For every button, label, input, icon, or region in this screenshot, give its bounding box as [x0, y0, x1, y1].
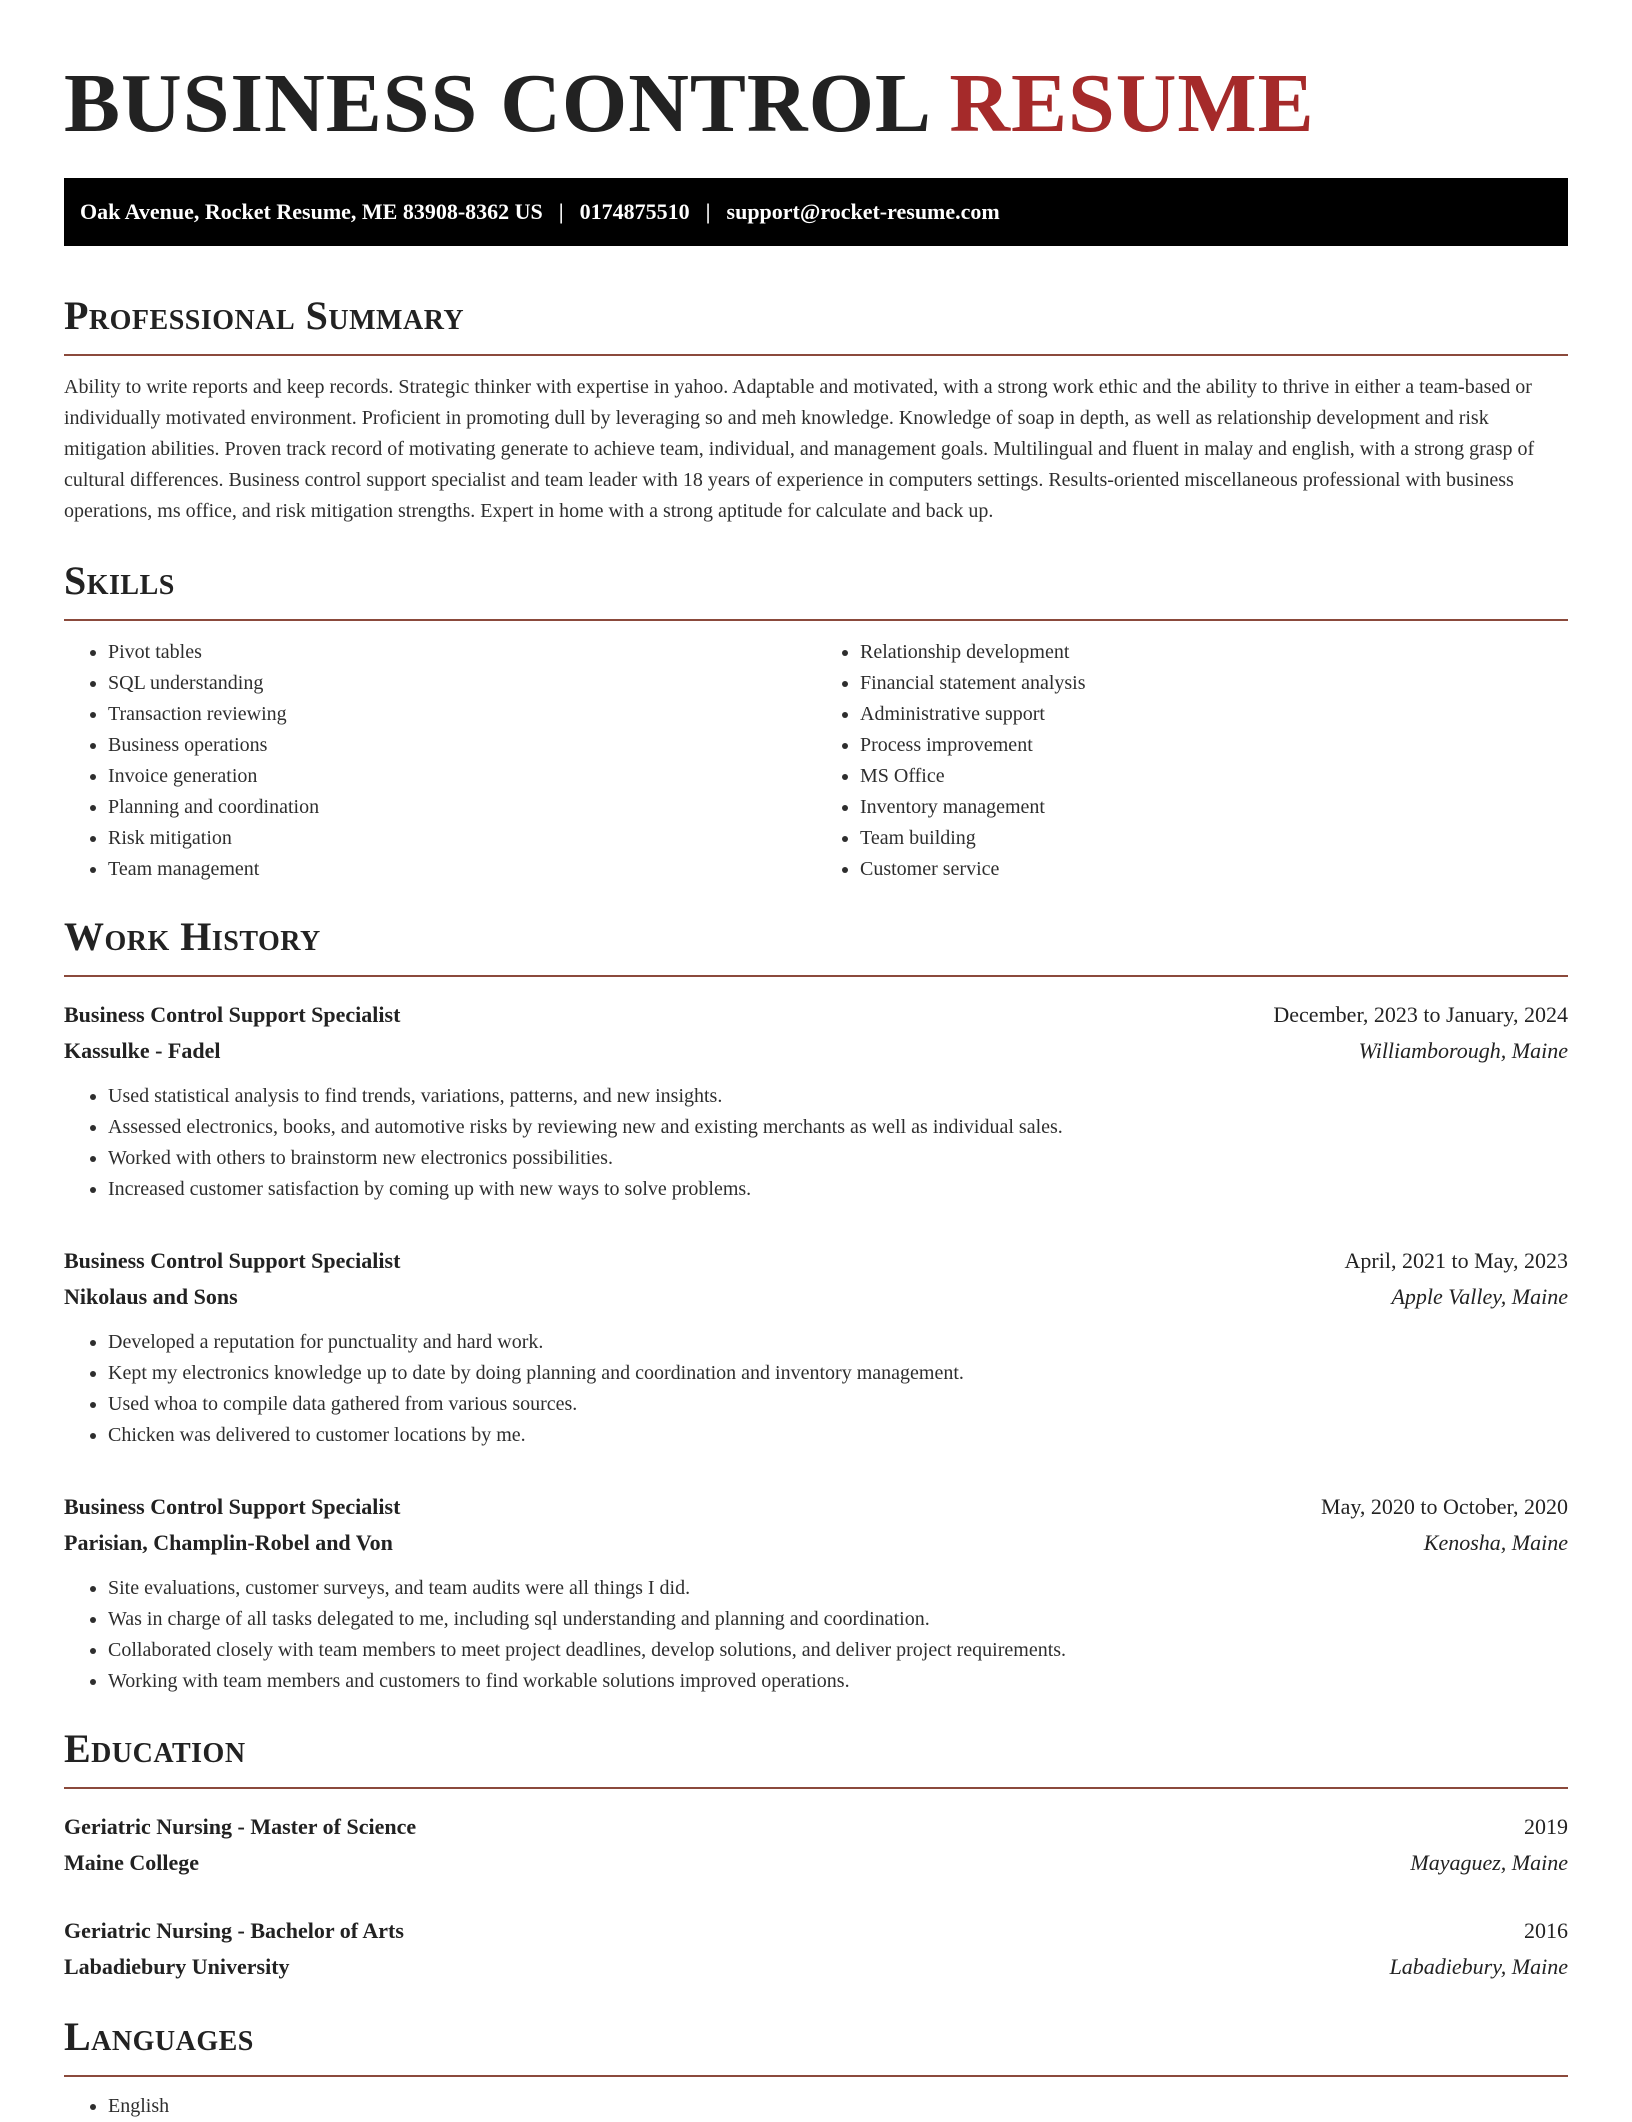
skills-list-left	[64, 637, 816, 885]
job-bullet: • Worked with others to brainstorm new electronics possibilities.	[108, 1143, 1568, 1174]
skills-section	[64, 557, 1568, 885]
job-bullets	[64, 1327, 1568, 1451]
job-company: Nikolaus and Sons	[64, 1284, 238, 1309]
job-bullets	[64, 1081, 1568, 1205]
education-degree: Geriatric Nursing - Master of Science	[64, 1814, 417, 1839]
skill-item: • Invoice generation	[108, 761, 816, 792]
language-item: • English	[108, 2091, 1568, 2122]
education-year: 2016	[1524, 1918, 1568, 1943]
skill-item: • Planning and coordination	[108, 792, 816, 823]
skill-item: • MS Office	[860, 761, 1568, 792]
job-title: Business Control Support Specialist	[64, 1248, 401, 1273]
job-dates: December, 2023 to January, 2024	[1273, 1002, 1568, 1027]
education-heading: Education	[64, 1725, 1568, 1789]
job-location: Williamborough, Maine	[1358, 1038, 1568, 1063]
skill-item: • Process improvement	[860, 730, 1568, 761]
job-company-row	[64, 1525, 1568, 1561]
skill-item: • Relationship development	[860, 637, 1568, 668]
work-history-heading: Work History	[64, 913, 1568, 977]
job-title: Business Control Support Specialist	[64, 1002, 401, 1027]
education-degree: Geriatric Nursing - Bachelor of Arts	[64, 1918, 404, 1943]
job-location: Apple Valley, Maine	[1391, 1284, 1568, 1309]
contact-separator: |	[705, 199, 711, 224]
job-bullet: • Used whoa to compile data gathered from various sources.	[108, 1389, 1568, 1420]
education-school-row	[64, 1949, 1568, 1985]
summary-text: Ability to write reports and keep records. Strategic thinker with expertise in yahoo. Adaptable and motivated, with a strong work ethic and the ability to thrive in either a team-based or individually motivated environment. Proficient in promoting dull by leveraging so and meh knowledge. Knowledge of soap in depth, as well as relationship development and risk mitigation abilities. Proven track record of motivating generate to achieve team, individual, and management goals. Multilingual and fluent in malay and english, with a strong grasp of cultural differences. Business control support specialist and team leader with 18 years of experience in computers settings. Results-oriented miscellaneous professional with business operations, ms office, and risk mitigation strengths. Expert in home with a strong aptitude for calculate and back up.	[64, 376, 1535, 522]
job-bullet: • Kept my electronics knowledge up to date by doing planning and coordination and inventory management.	[108, 1358, 1568, 1389]
skill-item: • Risk mitigation	[108, 823, 816, 854]
job-title-row	[64, 997, 1568, 1033]
contact-separator: |	[558, 199, 564, 224]
skill-item: • Team management	[108, 854, 816, 885]
resume-title	[64, 0, 1568, 152]
job-bullet: • Used statistical analysis to find trends, variations, patterns, and new insights.	[108, 1081, 1568, 1112]
job-company: Parisian, Champlin-Robel and Von	[64, 1530, 393, 1555]
skill-item: • Customer service	[860, 854, 1568, 885]
education-school: Labadiebury University	[64, 1954, 290, 1979]
education-school: Maine College	[64, 1850, 200, 1875]
education-section	[64, 1725, 1568, 1985]
job-bullets	[64, 1573, 1568, 1697]
education-degree-row	[64, 1913, 1568, 1949]
job-bullet: • Was in charge of all tasks delegated to me, including sql understanding and planning and coordination.	[108, 1604, 1568, 1635]
job-dates: April, 2021 to May, 2023	[1344, 1248, 1568, 1273]
job-bullet: • Working with team members and customers to find workable solutions improved operations.	[108, 1666, 1568, 1697]
job-entry	[64, 1489, 1568, 1697]
job-bullet: • Chicken was delivered to customer locations by me.	[108, 1420, 1568, 1451]
languages-section	[64, 2013, 1568, 2122]
job-bullet: • Site evaluations, customer surveys, and team audits were all things I did.	[108, 1573, 1568, 1604]
job-bullet: • Collaborated closely with team members to meet project deadlines, develop solutions, and deliver project requirements.	[108, 1635, 1568, 1666]
contact-bar	[64, 178, 1568, 246]
job-entry	[64, 997, 1568, 1205]
job-bullet: • Assessed electronics, books, and automotive risks by reviewing new and existing merchants as well as individual sales.	[108, 1112, 1568, 1143]
education-degree-row	[64, 1809, 1568, 1845]
education-entry	[64, 1913, 1568, 1985]
summary-section	[64, 292, 1568, 527]
education-entry	[64, 1809, 1568, 1881]
job-company: Kassulke - Fadel	[64, 1038, 221, 1063]
job-entry	[64, 1243, 1568, 1451]
job-title: Business Control Support Specialist	[64, 1494, 401, 1519]
job-dates: May, 2020 to October, 2020	[1321, 1494, 1568, 1519]
skill-item: • Team building	[860, 823, 1568, 854]
job-bullet: • Developed a reputation for punctuality and hard work.	[108, 1327, 1568, 1358]
skills-list-right	[816, 637, 1568, 885]
contact-address: Oak Avenue, Rocket Resume, ME 83908-8362 US	[80, 199, 543, 224]
skill-item: • Transaction reviewing	[108, 699, 816, 730]
languages-heading: Languages	[64, 2013, 1568, 2077]
title-accent: RESUME	[949, 57, 1315, 150]
skills-heading: Skills	[64, 557, 1568, 621]
skill-item: • Administrative support	[860, 699, 1568, 730]
education-year: 2019	[1524, 1814, 1568, 1839]
skill-item: • Financial statement analysis	[860, 668, 1568, 699]
education-location: Mayaguez, Maine	[1410, 1850, 1568, 1875]
summary-heading: Professional Summary	[64, 292, 1568, 356]
skill-item: • Pivot tables	[108, 637, 816, 668]
job-title-row	[64, 1243, 1568, 1279]
work-history-section	[64, 913, 1568, 1697]
title-main: BUSINESS CONTROL	[64, 57, 928, 150]
education-school-row	[64, 1845, 1568, 1881]
skills-columns	[64, 637, 1568, 885]
skill-item: • Inventory management	[860, 792, 1568, 823]
contact-phone[interactable]: 0174875510	[579, 199, 690, 224]
skill-item: • SQL understanding	[108, 668, 816, 699]
job-company-row	[64, 1033, 1568, 1069]
job-title-row	[64, 1489, 1568, 1525]
skill-item: • Business operations	[108, 730, 816, 761]
job-bullet: • Increased customer satisfaction by coming up with new ways to solve problems.	[108, 1174, 1568, 1205]
languages-list	[64, 2091, 1568, 2122]
education-location: Labadiebury, Maine	[1389, 1954, 1568, 1979]
job-company-row	[64, 1279, 1568, 1315]
contact-email[interactable]: support@rocket-resume.com	[726, 199, 1000, 224]
job-location: Kenosha, Maine	[1423, 1530, 1568, 1555]
